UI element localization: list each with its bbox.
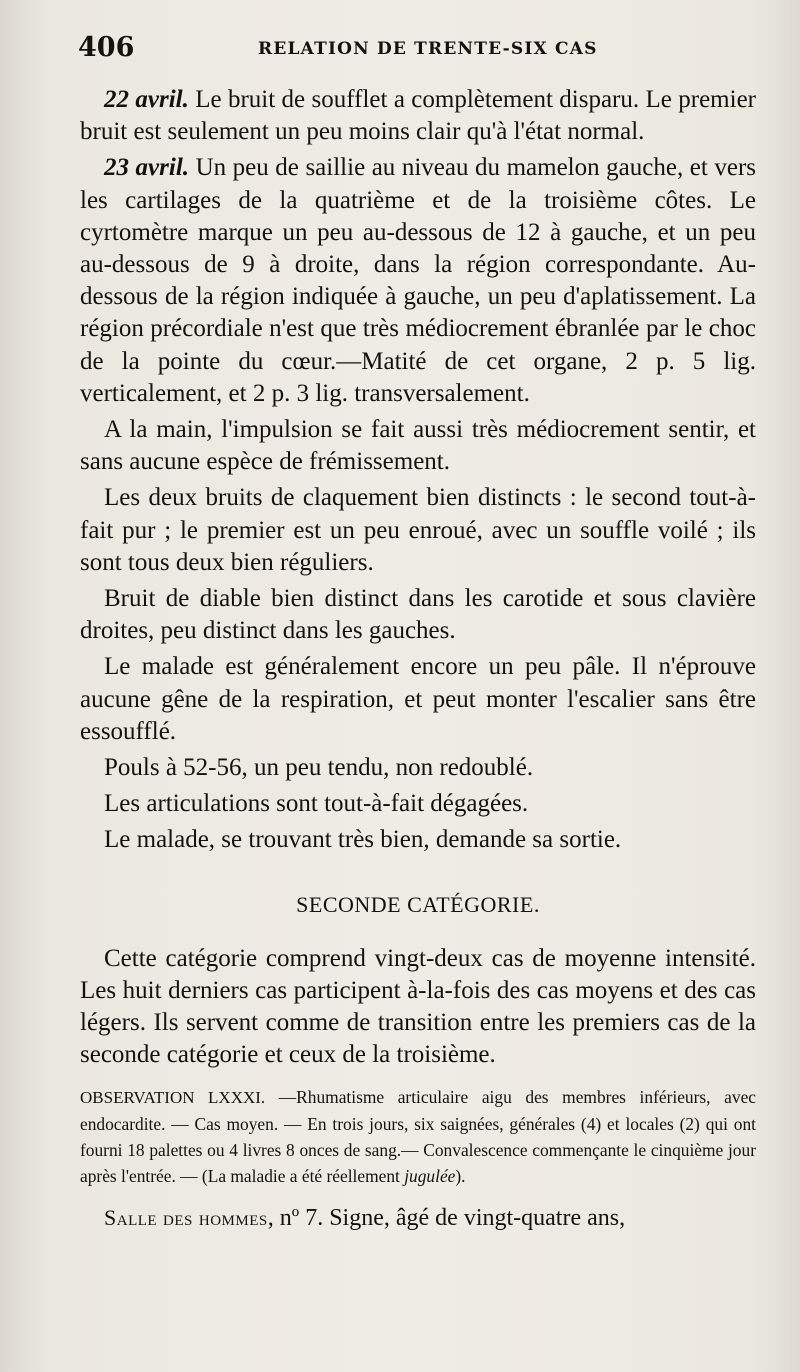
salle-text: , nº 7. Signe, âgé de vingt-quatre ans,: [267, 1204, 626, 1231]
date-label: 23 avril.: [104, 154, 190, 182]
observation-closing: ).: [455, 1165, 466, 1186]
section-intro: Cette catégorie comprend vingt-deux cas de moyenne intensité. Les huit derniers cas participent à-la-fois des cas moyens et des cas légers. Ils servent comme de transition entre les premiers cas de la seconde catégorie et ceux de la troisième.: [80, 944, 756, 1069]
observation-text: —Rhumatisme articulaire aigu des membres inférieurs, avec endocardite. — Cas moyen. — En trois jours, six saignées, générales (4) et locales (2) qui ont fourni 18 palettes ou 4 livres 8 onces de sang.— Convalescence commençante le cinquième jour après l'entrée. — (La maladie a été réellement: [80, 1086, 757, 1186]
paragraph-sortie: Le malade, se trouvant très bien, demande sa sortie.: [104, 826, 622, 854]
salle-line: [80, 1203, 756, 1233]
page-header: [78, 32, 760, 68]
paragraph-bruits: Les deux bruits de claquement bien distincts : le second tout-à-fait pur ; le premier est un peu enroué, avec un souffle voilé ; ils sont tous deux bien réguliers.: [80, 484, 756, 576]
paragraph-bruit-de-diable: Bruit de diable bien distinct dans les carotide et sous clavière droites, peu distinct dans les gauches.: [80, 585, 756, 645]
paragraph-text: Un peu de saillie au niveau du mamelon gauche, et vers les cartilages de la quatrième et de la troisième côtes. Le cyrtomètre marque un peu au-dessous de 12 à gauche, et un peu au-dessous de 9 à droite, dans la région correspondante. Au-dessous de la région indiquée à gauche, un peu d'aplatissement. La région précordiale n'est que très médiocrement ébranlée par le choc de la pointe du cœur.—Matité de cet organe, 2 p. 5 lig. verticalement, et 2 p. 3 lig. transversalement.: [80, 154, 756, 407]
page-number: 406: [78, 32, 135, 63]
paragraph-pouls: Pouls à 52-56, un peu tendu, non redoublé.: [104, 754, 534, 782]
salle-label: Salle des hommes: [104, 1204, 268, 1230]
observation-emphasis: jugulée: [404, 1165, 456, 1186]
paragraph-text: Le bruit de soufflet a complètement disparu. Le premier bruit est seulement un peu moins clair qu'à l'état normal.: [80, 86, 756, 146]
running-head: RELATION DE TRENTE-SIX CAS: [258, 39, 598, 59]
section-heading: SECONDE CATÉGORIE.: [296, 891, 540, 917]
observation-label: OBSERVATION LXXXI.: [80, 1087, 266, 1107]
date-label: 22 avril.: [104, 86, 189, 113]
page-body: [80, 84, 756, 1237]
paragraph-22-avril: [80, 84, 756, 148]
paragraph-articulations: Les articulations sont tout-à-fait dégagées.: [104, 790, 529, 818]
paragraph-23-avril: [80, 152, 756, 410]
paragraph-impulsion: A la main, l'impulsion se fait aussi très médiocrement sentir, et sans aucune espèce de frémissement.: [80, 416, 756, 476]
observation-summary: [80, 1084, 756, 1189]
paragraph-respiration: Le malade est généralement encore un peu pâle. Il n'éprouve aucune gêne de la respiration, et peut monter l'escalier sans être essoufflé.: [80, 653, 756, 745]
